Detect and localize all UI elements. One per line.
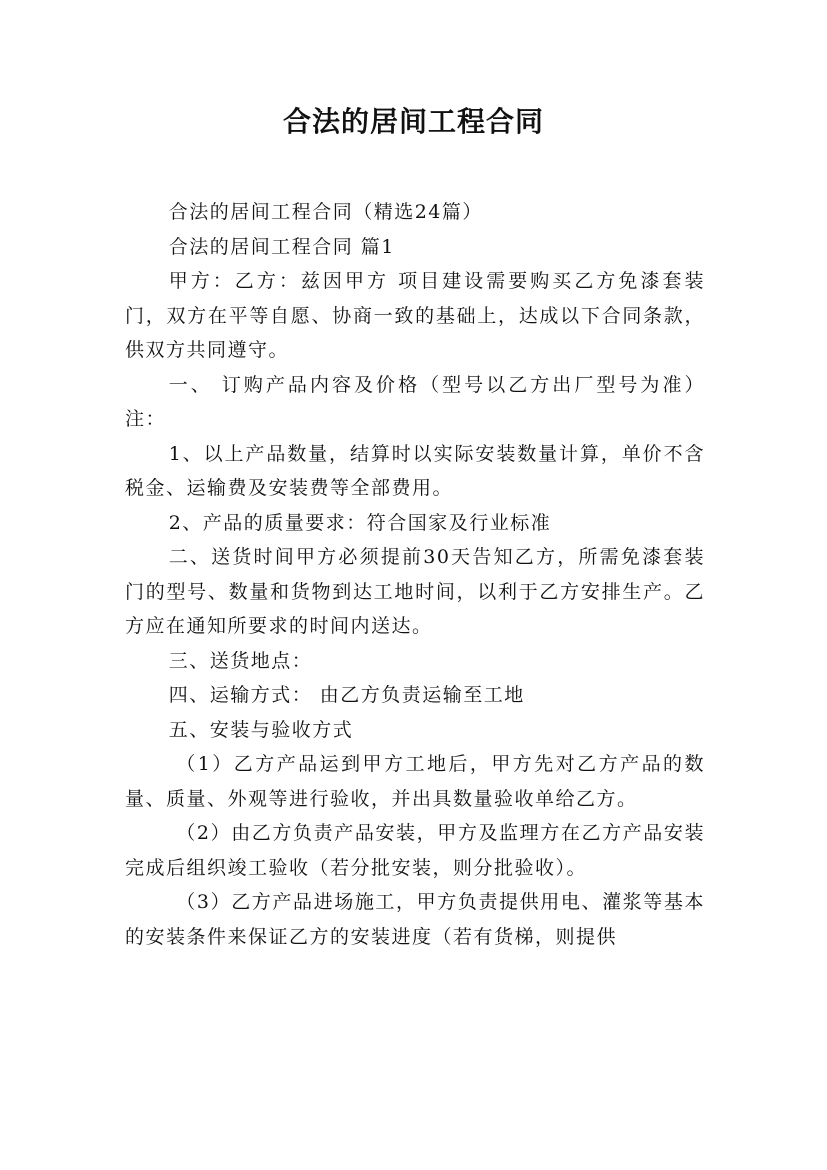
paragraph-item-3: （3）乙方产品进场施工，甲方负责提供用电、灌浆等基本的安装条件来保证乙方的安装进度（若有货梯，则提供 — [125, 891, 705, 948]
paragraph-subtitle: 合法的居间工程合同（精选24篇） — [168, 201, 483, 223]
paragraph-section-heading: 合法的居间工程合同 篇1 — [168, 235, 395, 258]
paragraph-clause-5: 五、安装与验收方式 — [168, 718, 354, 741]
document-body — [125, 195, 705, 954]
paragraph-note-2: 2、产品的质量要求：符合国家及行业标准 — [168, 511, 552, 534]
paragraph-parties: 甲方：乙方：兹因甲方 项目建设需要购买乙方免漆套装门，双方在平等自愿、协商一致的基础上，达成以下合同条款，供双方共同遵守。 — [125, 270, 705, 361]
paragraph-item-2: （2）由乙方负责产品安装，甲方及监理方在乙方产品安装完成后组织竣工验收（若分批安装，则分批验收）。 — [125, 822, 705, 879]
paragraph-clause-2: 二、送货时间甲方必须提前30天告知乙方，所需免漆套装门的型号、数量和货物到达工地时间，以利于乙方安排生产。乙方应在通知所要求的时间内送达。 — [125, 546, 705, 637]
paragraph-item-1: （1）乙方产品运到甲方工地后，甲方先对乙方产品的数量、质量、外观等进行验收，并出具数量验收单给乙方。 — [125, 753, 705, 810]
paragraph-clause-1: 一、 订购产品内容及价格（型号以乙方出厂型号为准）注： — [125, 373, 705, 430]
document-title: 合法的居间工程合同 — [282, 105, 544, 138]
paragraph-clause-3: 三、送货地点： — [168, 649, 313, 672]
paragraph-note-1: 1、以上产品数量，结算时以实际安装数量计算，单价不含税金、运输费及安装费等全部费用。 — [125, 442, 705, 499]
paragraph-clause-4: 四、运输方式： 由乙方负责运输至工地 — [168, 684, 525, 706]
